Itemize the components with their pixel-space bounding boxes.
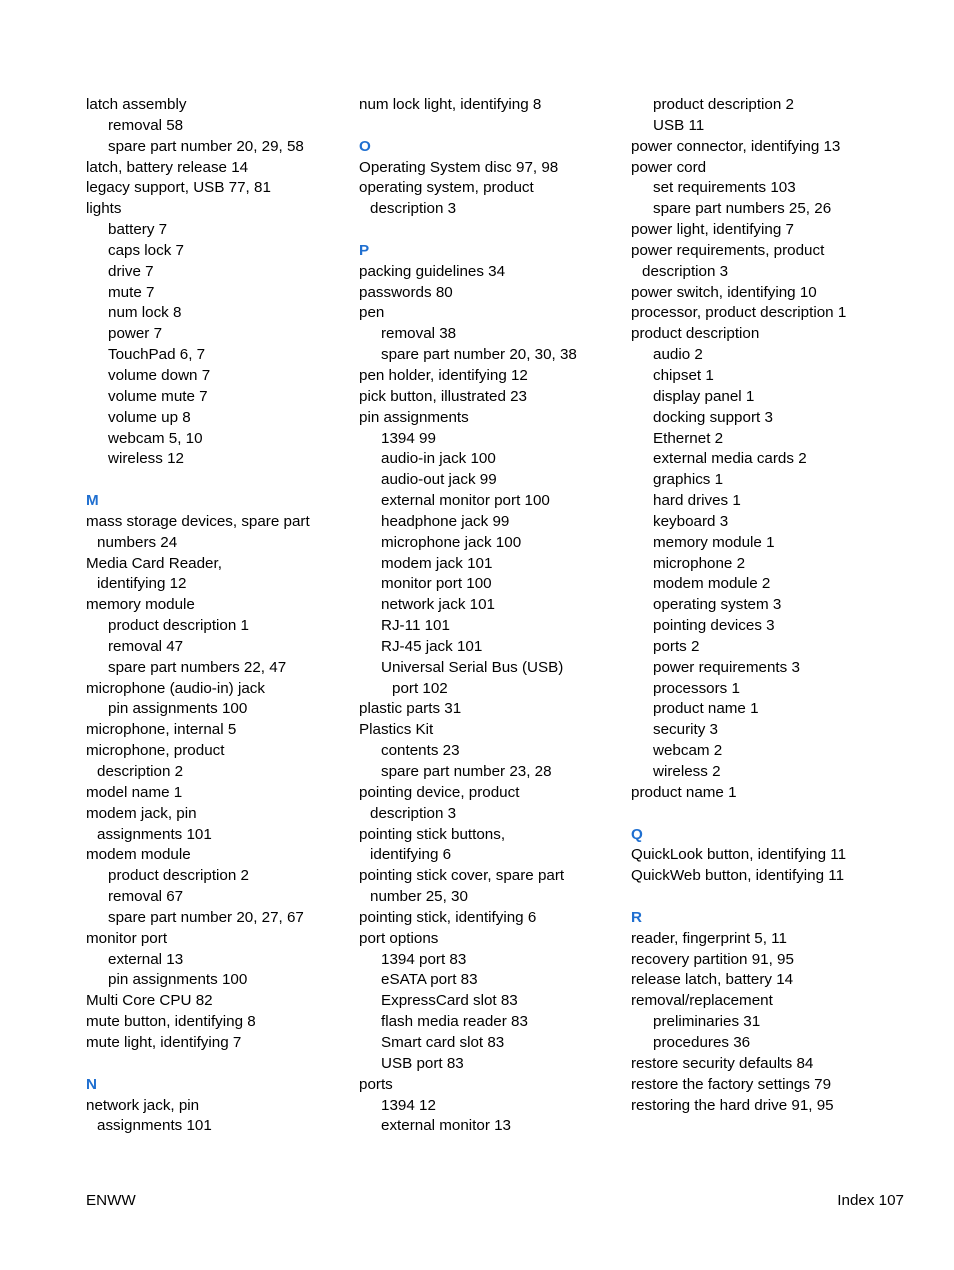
index-entry: power cord [631, 158, 707, 176]
index-subentry: product description 2 [653, 96, 794, 113]
index-entry: legacy support, USB 77, 81 [86, 179, 271, 197]
index-subentry: microphone 2 [653, 554, 746, 572]
index-entry: Plastics Kit [359, 721, 434, 739]
index-entry: release latch, battery 14 [631, 971, 794, 989]
index-subentry: operating system 3 [653, 596, 782, 614]
index-subentry: security 3 [653, 721, 718, 739]
section-gap [86, 1054, 310, 1075]
index-subentry: display panel 1 [653, 387, 755, 405]
index-subentry: eSATA port 83 [381, 971, 478, 989]
index-subentry: power requirements 3 [653, 658, 800, 676]
index-entry-continuation: description 3 [370, 200, 457, 218]
index-subentry: spare part number 20, 30, 38 [381, 346, 577, 364]
index-subentry: TouchPad 6, 7 [108, 346, 206, 364]
index-entry: latch, battery release 14 [86, 158, 249, 176]
index-entry: passwords 80 [359, 283, 453, 301]
index-entry: microphone, product [86, 742, 225, 760]
index-subentry: spare part number 20, 29, 58 [108, 137, 304, 155]
index-entry: modem module [86, 846, 191, 864]
index-subentry: external media cards 2 [653, 450, 807, 468]
index-entry: Multi Core CPU 82 [86, 992, 213, 1010]
footer-left: ENWW [86, 1192, 136, 1209]
index-subentry: spare part number 20, 27, 67 [108, 908, 304, 926]
index-entry: power connector, identifying 13 [631, 137, 841, 155]
index-entry: ports [359, 1075, 393, 1093]
index-entry-continuation: assignments 101 [97, 1117, 212, 1135]
section-gap [631, 887, 846, 908]
index-subentry: processors 1 [653, 679, 740, 697]
index-column-1 [86, 95, 310, 1137]
index-entry-continuation: description 3 [642, 262, 729, 280]
index-subentry: chipset 1 [653, 366, 714, 384]
index-subentry: audio-out jack 99 [381, 471, 497, 489]
section-letter: O [359, 137, 371, 155]
index-entry: restoring the hard drive 91, 95 [631, 1096, 834, 1114]
section-letter: R [631, 908, 642, 926]
index-subentry: Ethernet 2 [653, 429, 724, 447]
section-letter: M [86, 492, 99, 510]
index-subentry: spare part number 23, 28 [381, 763, 552, 780]
index-entry: restore security defaults 84 [631, 1054, 814, 1072]
index-entry: lights [86, 200, 122, 218]
index-entry: pin assignments [359, 408, 469, 426]
section-letter: N [86, 1075, 97, 1093]
index-subentry: hard drives 1 [653, 492, 741, 510]
index-entry: operating system, product [359, 179, 534, 197]
index-subentry: wireless 2 [653, 763, 721, 780]
index-subentry: modem jack 101 [381, 554, 493, 572]
section-gap [359, 220, 577, 241]
index-entry: power light, identifying 7 [631, 221, 794, 239]
index-entry: network jack, pin [86, 1096, 200, 1114]
index-subentry: headphone jack 99 [381, 512, 510, 530]
index-subentry: webcam 5, 10 [108, 429, 203, 447]
index-column-2 [359, 95, 577, 1137]
index-subentry: ExpressCard slot 83 [381, 992, 518, 1010]
index-subentry: drive 7 [108, 262, 154, 280]
index-subentry: pointing devices 3 [653, 617, 775, 635]
index-entry-continuation: assignments 101 [97, 825, 212, 843]
index-entry: model name 1 [86, 783, 183, 801]
index-subentry: volume up 8 [108, 408, 191, 426]
index-entry-continuation: port 102 [392, 679, 448, 697]
index-entry: pointing device, product [359, 783, 520, 801]
index-subentry: removal 58 [108, 116, 184, 134]
index-entry: pointing stick buttons, [359, 825, 506, 843]
index-subentry: network jack 101 [381, 596, 495, 614]
index-subentry: 1394 99 [381, 429, 436, 447]
index-subentry: preliminaries 31 [653, 1013, 761, 1031]
index-subentry: contents 23 [381, 742, 460, 760]
footer-page-number: Index 107 [837, 1192, 904, 1209]
index-subentry: mute 7 [108, 283, 155, 301]
index-subentry: external monitor port 100 [381, 492, 550, 510]
index-subentry: pin assignments 100 [108, 971, 248, 989]
section-gap [86, 470, 310, 491]
index-subentry: volume mute 7 [108, 387, 208, 405]
index-entry: memory module [86, 596, 195, 614]
index-entry: microphone, internal 5 [86, 721, 237, 739]
index-subentry: 1394 12 [381, 1096, 436, 1114]
index-entry-continuation: description 3 [370, 804, 457, 822]
index-subentry: webcam 2 [653, 742, 723, 760]
index-entry: port options [359, 929, 439, 947]
index-subentry: procedures 36 [653, 1033, 751, 1051]
index-entry: recovery partition 91, 95 [631, 950, 794, 968]
index-subentry: modem module 2 [653, 575, 771, 593]
index-entry: QuickLook button, identifying 11 [631, 846, 847, 864]
index-subentry: external 13 [108, 950, 184, 968]
index-subentry: flash media reader 83 [381, 1013, 528, 1031]
index-subentry: removal 67 [108, 888, 184, 906]
index-subentry: pin assignments 100 [108, 700, 248, 718]
index-entry-continuation: number 25, 30 [370, 888, 468, 906]
index-entry: latch assembly [86, 96, 187, 113]
index-subentry: ports 2 [653, 637, 700, 655]
index-subentry: set requirements 103 [653, 179, 796, 197]
index-entry: microphone (audio-in) jack [86, 679, 265, 697]
index-subentry: power 7 [108, 325, 163, 343]
index-entry: mute button, identifying 8 [86, 1013, 256, 1031]
index-subentry: wireless 12 [108, 450, 184, 468]
index-entry: num lock light, identifying 8 [359, 96, 542, 113]
index-entry: processor, product description 1 [631, 304, 847, 322]
index-subentry: RJ-45 jack 101 [381, 637, 483, 655]
index-subentry: caps lock 7 [108, 241, 184, 259]
index-entry: modem jack, pin [86, 804, 197, 822]
index-entry: pick button, illustrated 23 [359, 387, 528, 405]
index-entry: plastic parts 31 [359, 700, 462, 718]
index-entry: pen [359, 304, 385, 322]
section-letter: Q [631, 825, 643, 843]
index-entry: product description [631, 325, 760, 343]
index-subentry: USB 11 [653, 116, 705, 134]
index-entry: power requirements, product [631, 241, 825, 259]
index-subentry: 1394 port 83 [381, 950, 467, 968]
index-subentry: spare part numbers 22, 47 [108, 658, 287, 676]
index-subentry: docking support 3 [653, 408, 773, 426]
index-entry: QuickWeb button, identifying 11 [631, 867, 845, 885]
index-subentry: USB port 83 [381, 1054, 464, 1072]
index-column-3 [631, 95, 846, 1116]
index-subentry: audio 2 [653, 346, 703, 364]
index-subentry: monitor port 100 [381, 575, 492, 593]
index-entry-continuation: description 2 [97, 763, 184, 780]
index-entry: power switch, identifying 10 [631, 283, 817, 301]
index-subentry: RJ-11 101 [381, 617, 450, 635]
index-entry: reader, fingerprint 5, 11 [631, 929, 787, 947]
index-subentry: product description 2 [108, 867, 249, 885]
index-entry-continuation: identifying 6 [370, 846, 452, 864]
index-subentry: Smart card slot 83 [381, 1033, 505, 1051]
index-entry: mute light, identifying 7 [86, 1033, 242, 1051]
index-entry: mass storage devices, spare part [86, 512, 310, 530]
index-subentry: external monitor 13 [381, 1117, 512, 1135]
index-entry: product name 1 [631, 783, 737, 801]
index-subentry: spare part numbers 25, 26 [653, 200, 832, 218]
index-entry-continuation: identifying 12 [97, 575, 187, 593]
index-subentry: audio-in jack 100 [381, 450, 496, 468]
index-subentry: keyboard 3 [653, 512, 729, 530]
index-subentry: product name 1 [653, 700, 759, 718]
section-gap [359, 116, 577, 137]
index-entry: pointing stick cover, spare part [359, 867, 565, 885]
index-subentry: Universal Serial Bus (USB) [381, 658, 564, 676]
index-subentry: removal 47 [108, 637, 184, 655]
index-entry: pen holder, identifying 12 [359, 366, 528, 384]
section-gap [631, 804, 846, 825]
section-letter: P [359, 241, 370, 259]
index-subentry: battery 7 [108, 221, 168, 239]
index-entry: pointing stick, identifying 6 [359, 908, 537, 926]
index-subentry: removal 38 [381, 325, 457, 343]
index-subentry: num lock 8 [108, 304, 182, 322]
index-subentry: graphics 1 [653, 471, 724, 489]
index-entry: Operating System disc 97, 98 [359, 158, 559, 176]
index-entry: removal/replacement [631, 992, 773, 1010]
index-entry: restore the factory settings 79 [631, 1075, 832, 1093]
index-entry: Media Card Reader, [86, 554, 222, 572]
index-entry-continuation: numbers 24 [97, 533, 178, 551]
index-entry: packing guidelines 34 [359, 262, 506, 280]
index-subentry: microphone jack 100 [381, 533, 522, 551]
index-subentry: memory module 1 [653, 533, 775, 551]
index-subentry: product description 1 [108, 617, 249, 635]
index-entry: monitor port [86, 929, 168, 947]
index-subentry: volume down 7 [108, 366, 211, 384]
